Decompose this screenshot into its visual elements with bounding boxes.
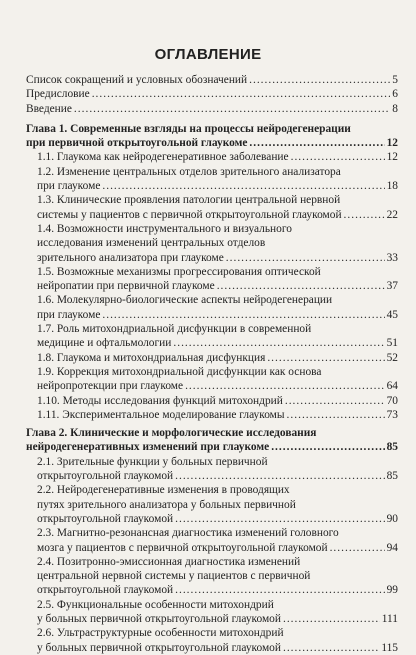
toc-entry [26,598,398,627]
toc-entry-text: 2.5. Функциональные особенности митохондрий [37,598,274,611]
toc-entry-text: 1.9. Коррекция митохондриальной дисфункции как основа [37,365,322,378]
dot-leader [173,336,384,350]
toc-entry-text: 1.4. Возможности инструментального и визуального [37,222,292,235]
dot-leader [217,279,385,293]
page-number: 85 [386,441,398,454]
page-number: 37 [386,280,398,293]
page-number: 90 [386,512,398,525]
toc-entry [26,87,398,101]
dot-leader [249,73,390,87]
toc-entry-text: у больных первичной открытоугольной глаукомой [37,612,281,625]
toc-entry-text: системы у пациентов с первичной открытоугольной глаукомой [37,208,342,221]
page-number: 115 [381,641,398,654]
dot-leader [102,179,384,193]
page-number: 22 [386,208,398,221]
toc-entry [26,222,398,265]
dot-leader [175,512,384,526]
toc-entry-text: 1.7. Роль митохондриальной дисфункции в современной [37,323,312,336]
dot-leader [283,641,379,655]
dot-leader [92,87,391,101]
toc-entry-text: 1.11. Экспериментальное моделирование глаукомы [37,408,285,421]
page-number: 8 [392,102,398,115]
toc-entry-text: 2.2. Нейродегенеративные изменения в проводящих [37,484,290,497]
toc-entry-text: 1.2. Изменение центральных отделов зрительного анализатора [37,165,341,178]
toc-entry-text: 1.6. Молекулярно-биологические аспекты нейродегенерации [37,294,333,307]
dot-leader [287,408,385,422]
dot-leader [283,612,380,626]
spacer [26,116,398,118]
toc-chapter-entry [26,122,398,151]
page-number: 6 [392,88,398,101]
dot-leader [74,102,390,116]
page-number: 111 [381,612,398,625]
page-number: 45 [386,308,398,321]
toc-entry-text: путях зрительного анализатора у больных первичной [37,498,296,511]
toc-entry [26,322,398,351]
toc-entry [26,102,398,116]
toc-entry [26,408,398,422]
toc-entry [26,193,398,222]
toc-entry [26,483,398,526]
toc-entry [26,293,398,322]
dot-leader [267,351,384,365]
toc-entry [26,351,398,365]
dot-leader [285,394,385,408]
page-number: 70 [386,394,398,407]
page-number: 85 [386,470,398,483]
toc-chapter-entry [26,426,398,455]
toc-entry [26,555,398,598]
page-number: 51 [386,337,398,350]
toc-entry-text: 2.6. Ультраструктурные особенности митохондрий [37,627,284,640]
page-number: 12 [386,151,398,164]
toc-entry-text: 2.3. Магнитно-резонансная диагностика изменений головного [37,527,339,540]
page-number: 52 [386,351,398,364]
page-title: ОГЛАВЛЕНИЕ [154,46,262,63]
toc-entry [26,165,398,194]
toc-entry [26,455,398,484]
page-number: 64 [386,380,398,393]
toc-entry [26,150,398,164]
dot-leader [271,440,384,454]
toc-entry-text: Введение [26,102,72,115]
page-number: 99 [386,584,398,597]
toc-entry-text: Глава 1. Современные взгляды на процессы нейродегенерации [26,122,351,135]
toc-entry-text: 1.10. Методы исследования функций митохондрий [37,394,283,407]
dot-leader [175,469,384,483]
page-number: 5 [392,74,398,86]
page-number: 18 [386,180,398,193]
toc-entry-text: 1.1. Глаукома как нейродегенеративное заболевание [37,151,289,164]
page-number: 73 [386,408,398,421]
toc-entry-text: нейропатии при первичной глаукоме [37,280,215,293]
dot-leader [185,379,385,393]
toc-entry [26,365,398,394]
toc-entry-text: открытоугольной глаукомой [37,584,174,597]
toc-entry-text: мозга у пациентов с первичной открытоугольной глаукомой [37,541,328,554]
toc-entry-text: нейродегенеративных изменений при глаукоме [26,441,270,454]
dot-leader [344,208,385,222]
page-number: 94 [386,541,398,554]
toc-entry-text: центральной нервной системы у пациентов с первичной [37,570,311,583]
toc-entry [26,73,398,87]
page-number: 33 [386,251,398,264]
toc-entry-text: Предисловие [26,88,90,101]
toc-entry [26,265,398,294]
dot-leader [330,541,385,555]
toc-entry-text: при глаукоме [37,308,101,321]
toc-entry-text: открытоугольной глаукомой [37,470,174,483]
dot-leader [175,583,384,597]
toc-entry-text: нейропротекции при глаукоме [37,380,184,393]
toc-entry-text: медицине и офтальмологии [37,337,172,350]
toc-entry-text: открытоугольной глаукомой [37,512,174,525]
toc-entry-text: 1.3. Клинические проявления патологии центральной нервной [37,194,341,207]
toc-entry-text: 1.8. Глаукома и митохондриальная дисфункция [37,351,266,364]
toc-entry-text: при первичной открытоугольной глаукоме [26,137,248,150]
toc-entry-text: Список сокращений и условных обозначений [26,74,248,86]
toc-entry [26,394,398,408]
toc-entry-text: у больных первичной открытоугольной глаукомой [37,641,281,654]
page-number: 12 [386,137,398,150]
toc-entry [26,626,398,655]
toc-entry-text: зрительного анализатора при глаукоме [37,251,224,264]
toc-entry-text: 2.4. Позитронно-эмиссионная диагностика изменений [37,555,301,568]
dot-leader [249,136,384,150]
toc-entry-text: при глаукоме [37,180,101,193]
dot-leader [226,251,385,265]
table-of-contents [26,73,398,655]
dot-leader [102,308,384,322]
toc-entry-text: 1.5. Возможные механизмы прогрессирования оптической [37,265,321,278]
dot-leader [291,150,385,164]
toc-entry-text: 2.1. Зрительные функции у больных первичной [37,455,268,468]
toc-entry-text: исследования изменений центральных отделов [37,237,266,250]
toc-entry [26,526,398,555]
toc-entry-text: Глава 2. Клинические и морфологические исследования [26,427,317,440]
